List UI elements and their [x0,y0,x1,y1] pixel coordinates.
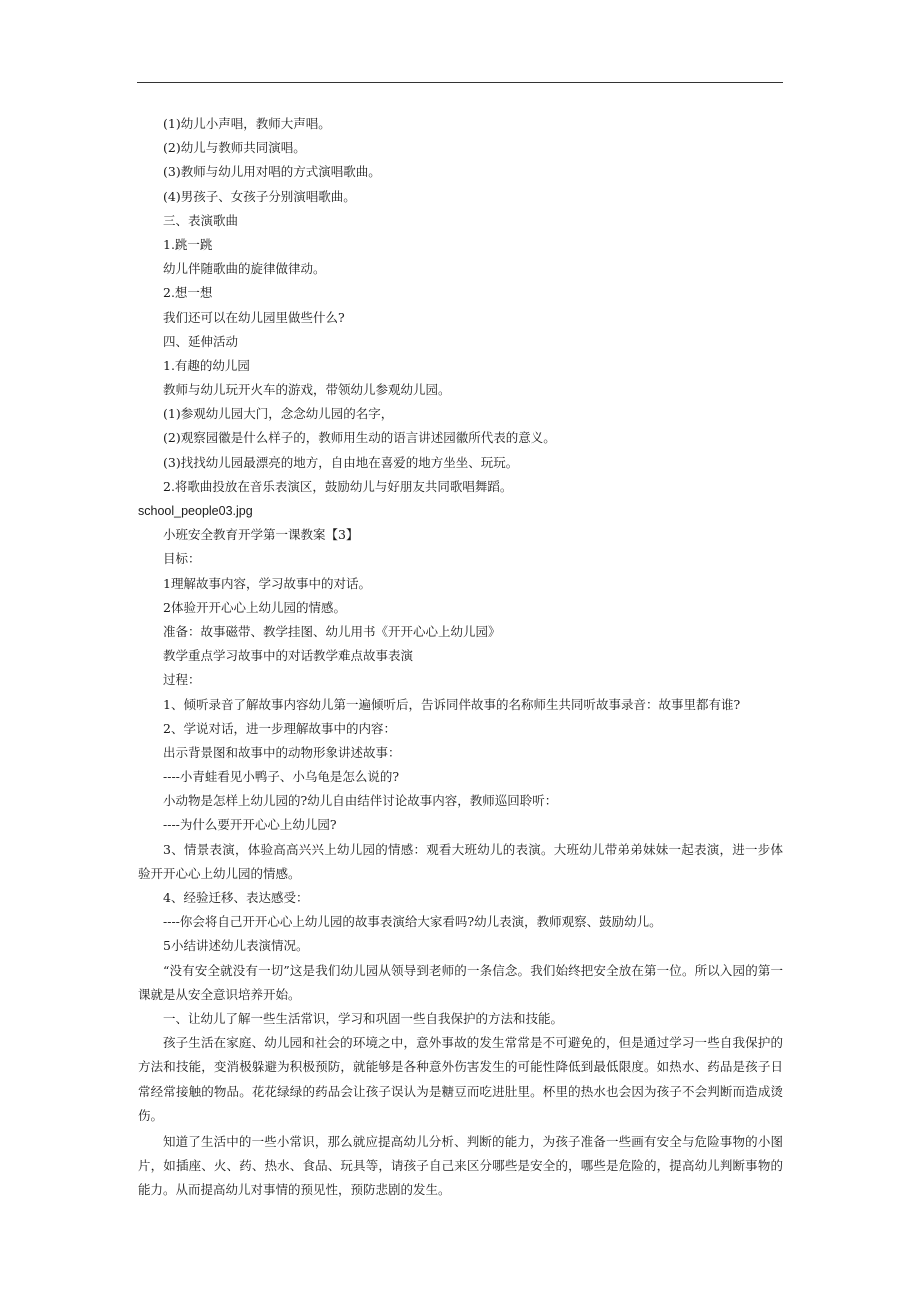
section-heading: 三、表演歌曲 [163,212,239,228]
text-line: ----为什么要开开心心上幼儿园? [163,817,337,833]
text-line: 1、倾听录音了解故事内容幼儿第一遍倾听后，告诉同伴故事的名称师生共同听故事录音：故事里都有谁? [163,696,741,712]
text-line: 教师与幼儿玩开火车的游戏，带领幼儿参观幼儿园。 [163,382,451,398]
section-heading: 一、让幼儿了解一些生活常识，学习和巩固一些自我保护的方法和技能。 [163,1011,564,1026]
text-line: (1)幼儿小声唱，教师大声唱。 [163,116,331,131]
document-body [138,112,783,1203]
text-line: (3)找找幼儿园最漂亮的地方，自由地在喜爱的地方坐坐、玩玩。 [163,454,519,470]
text-line: 2、学说对话，进一步理解故事中的内容： [163,720,396,736]
text-line: 幼儿伴随歌曲的旋律做律动。 [163,261,326,277]
text-line: 准备：故事磁带、教学挂图、幼儿用书《开开心心上幼儿园》 [163,623,501,639]
text-line: 1.跳一跳 [163,236,213,252]
text-line: 1.有趣的幼儿园 [163,357,250,373]
text-line: 2.想一想 [163,285,213,301]
text-line: 过程： [163,672,201,688]
text-line: (3)教师与幼儿用对唱的方式演唱歌曲。 [163,164,381,180]
text-line: ----小青蛙看见小鸭子、小乌龟是怎么说的? [163,769,400,785]
paragraph-knowledge: 知道了生活中的一些小常识，那么就应提高幼儿分析、判断的能力，为孩子准备一些画有安全与危险事物的小图片，如插座、火、药、热水、食品、玩具等，请孩子自己来区分哪些是安全的，哪些是危险的，提高幼儿判断事物的能力。从而提高幼儿对事情的预见性，预防悲剧的发生。 [138,1134,783,1198]
text-line: (4)男孩子、女孩子分别演唱歌曲。 [163,188,356,204]
text-line: 教学重点学习故事中的对话教学难点故事表演 [163,648,414,664]
text-line: 我们还可以在幼儿园里做些什么? [163,309,345,325]
text-line: 2.将歌曲投放在音乐表演区，鼓励幼儿与好朋友共同歌唱舞蹈。 [163,478,513,494]
paragraph-step3: 3、情景表演，体验高高兴兴上幼儿园的情感：观看大班幼儿的表演。大班幼儿带弟弟妹妹一起表演，进一步体验开开心心上幼儿园的情感。 [138,841,783,881]
text-line: 出示背景图和故事中的动物形象讲述故事： [163,744,401,760]
section-heading: 四、延伸活动 [163,333,239,349]
text-line: 2体验开开心心上幼儿园的情感。 [163,599,346,615]
image-filename: school_people03.jpg [138,504,253,518]
text-line: 5小结讲述幼儿表演情况。 [163,938,309,954]
text-line: 1理解故事内容，学习故事中的对话。 [163,575,371,591]
paragraph-environment: 孩子生活在家庭、幼儿园和社会的环境之中，意外事故的发生常常是不可避免的，但是通过学习一些自我保护的方法和技能，变消极躲避为积极预防，就能够是各种意外伤害发生的可能性降低到最低限度。如热水、药品是孩子日常经常接触的物品。花花绿绿的药品会让孩子误认为是糖豆而吃进肚里。杯里的热水也会因为孩子不会判断而造成烫伤。 [138,1035,783,1123]
header-rule [137,82,783,83]
text-line: (2)观察园徽是什么样子的，教师用生动的语言讲述园徽所代表的意义。 [163,430,556,446]
lesson-title: 小班安全教育开学第一课教案【3】 [163,527,359,543]
text-line: 小动物是怎样上幼儿园的?幼儿自由结伴讨论故事内容，教师巡回聆听： [163,793,558,809]
text-line: 目标： [163,551,201,567]
text-line: 4、经验迁移、表达感受： [163,890,309,906]
text-line: ----你会将自己开开心心上幼儿园的故事表演给大家看吗?幼儿表演，教师观察、鼓励幼儿。 [163,914,662,930]
text-line: (1)参观幼儿园大门，念念幼儿园的名字， [163,406,394,422]
paragraph-safety: “没有安全就没有一切”这是我们幼儿园从领导到老师的一条信念。我们始终把安全放在第一位。所以入园的第一课就是从安全意识培养开始。 [138,962,783,1002]
text-line: (2)幼儿与教师共同演唱。 [163,140,306,156]
